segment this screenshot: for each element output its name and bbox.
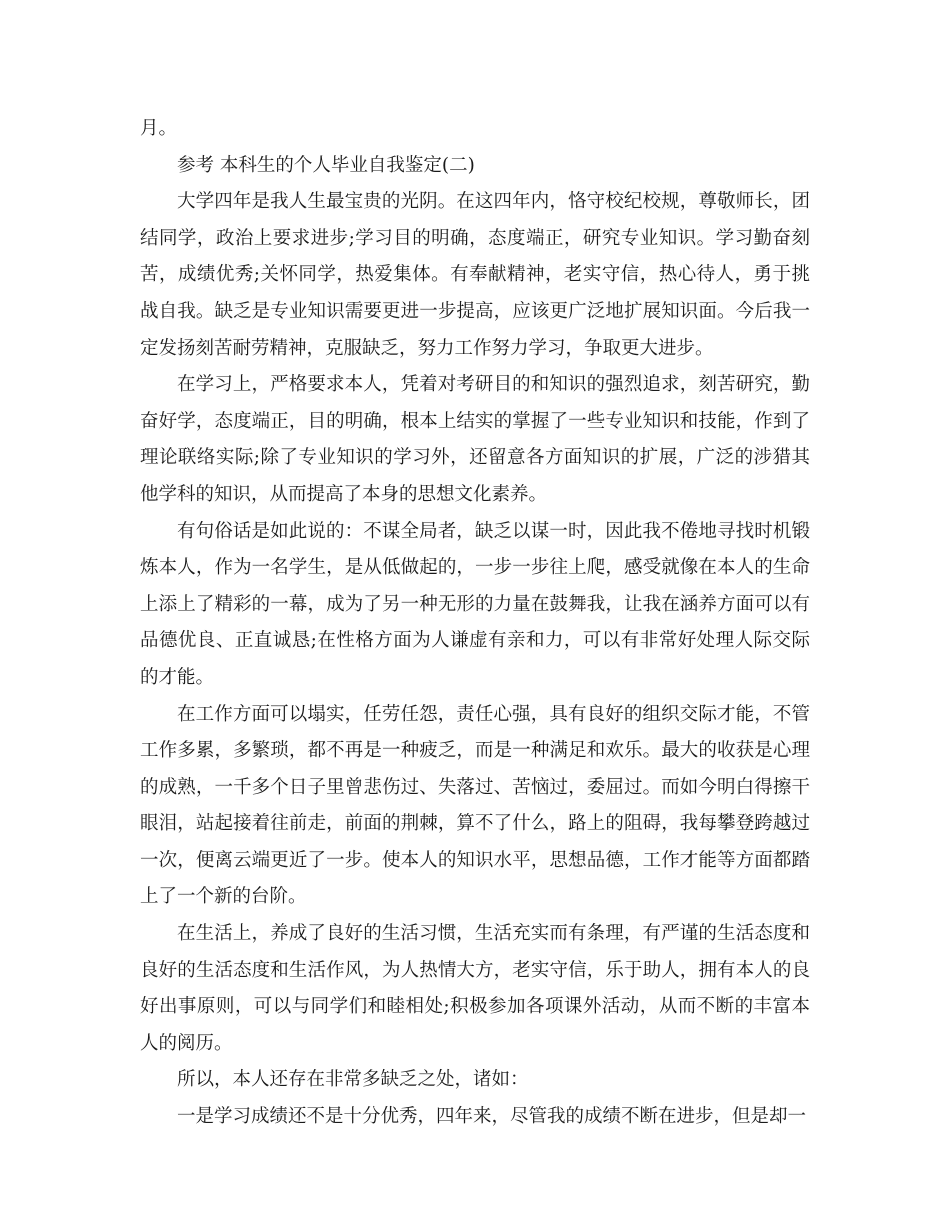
paragraph-study: 在学习上，严格要求本人，凭着对考研目的和知识的强烈追求，刻苦研究，勤奋好学，态度端正，目的明确，根本上结实的掌握了一些专业知识和技能，作到了理论联络实际;除了专业知识的学习外，还留意各方面知识的扩展，广泛的涉猎其他学科的知识，从而提高了本身的思想文化素养。: [140, 374, 810, 505]
paragraph-continuation: 月。: [140, 118, 178, 139]
paragraph-proverb: 有句俗话是如此说的：不谋全局者，缺乏以谋一时，因此我不倦地寻找时机锻炼本人，作为一名学生，是从低做起的，一步一步往上爬，感受就像在本人的生命上添上了精彩的一幕，成为了另一种无形的力量在鼓舞我，让我在涵养方面可以有品德优良、正直诚恳;在性格方面为人谦虚有亲和力，可以有非常好处理人际交际的才能。: [140, 520, 810, 688]
paragraph-shortcomings: 所以，本人还存在非常多缺乏之处，诸如：: [177, 1069, 529, 1091]
paragraph-work: 在工作方面可以塌实，任劳任怨，责任心强，具有良好的组织交际才能，不管工作多累，多繁琐，都不再是一种疲乏，而是一种满足和欢乐。最大的收获是心理的成熟，一千多个日子里曾悲伤过、失落过、苦恼过，委屈过。而如今明白得擦干眼泪，站起接着往前走，前面的荆棘，算不了什么，路上的阻碍，我每攀登跨越过一次，便离云端更近了一步。使本人的知识水平，思想品德，工作才能等方面都踏上了一个新的台阶。: [140, 703, 810, 908]
document-page: [140, 111, 810, 1136]
paragraph-first-point: 一是学习成绩还不是十分优秀，四年来，尽管我的成绩不断在进步，但是却一: [177, 1106, 807, 1128]
section-heading: 参考 本科生的个人毕业自我鉴定(二): [177, 154, 475, 176]
paragraph-life: 在生活上，养成了良好的生活习惯，生活充实而有条理，有严谨的生活态度和良好的生活态度和生活作风，为人热情大方，老实守信，乐于助人，拥有本人的良好出事原则，可以与同学们和睦相处;积极参加各项课外活动，从而不断的丰富本人的阅历。: [140, 923, 810, 1054]
paragraph-intro: 大学四年是我人生最宝贵的光阴。在这四年内，恪守校纪校规，尊敬师长，团结同学，政治上要求进步;学习目的明确，态度端正，研究专业知识。学习勤奋刻苦，成绩优秀;关怀同学，热爱集体。有奉献精神，老实守信，热心待人，勇于挑战自我。缺乏是专业知识需要更进一步提高，应该更广泛地扩展知识面。今后我一定发扬刻苦耐劳精神，克服缺乏，努力工作努力学习，争取更大进步。: [140, 191, 810, 359]
